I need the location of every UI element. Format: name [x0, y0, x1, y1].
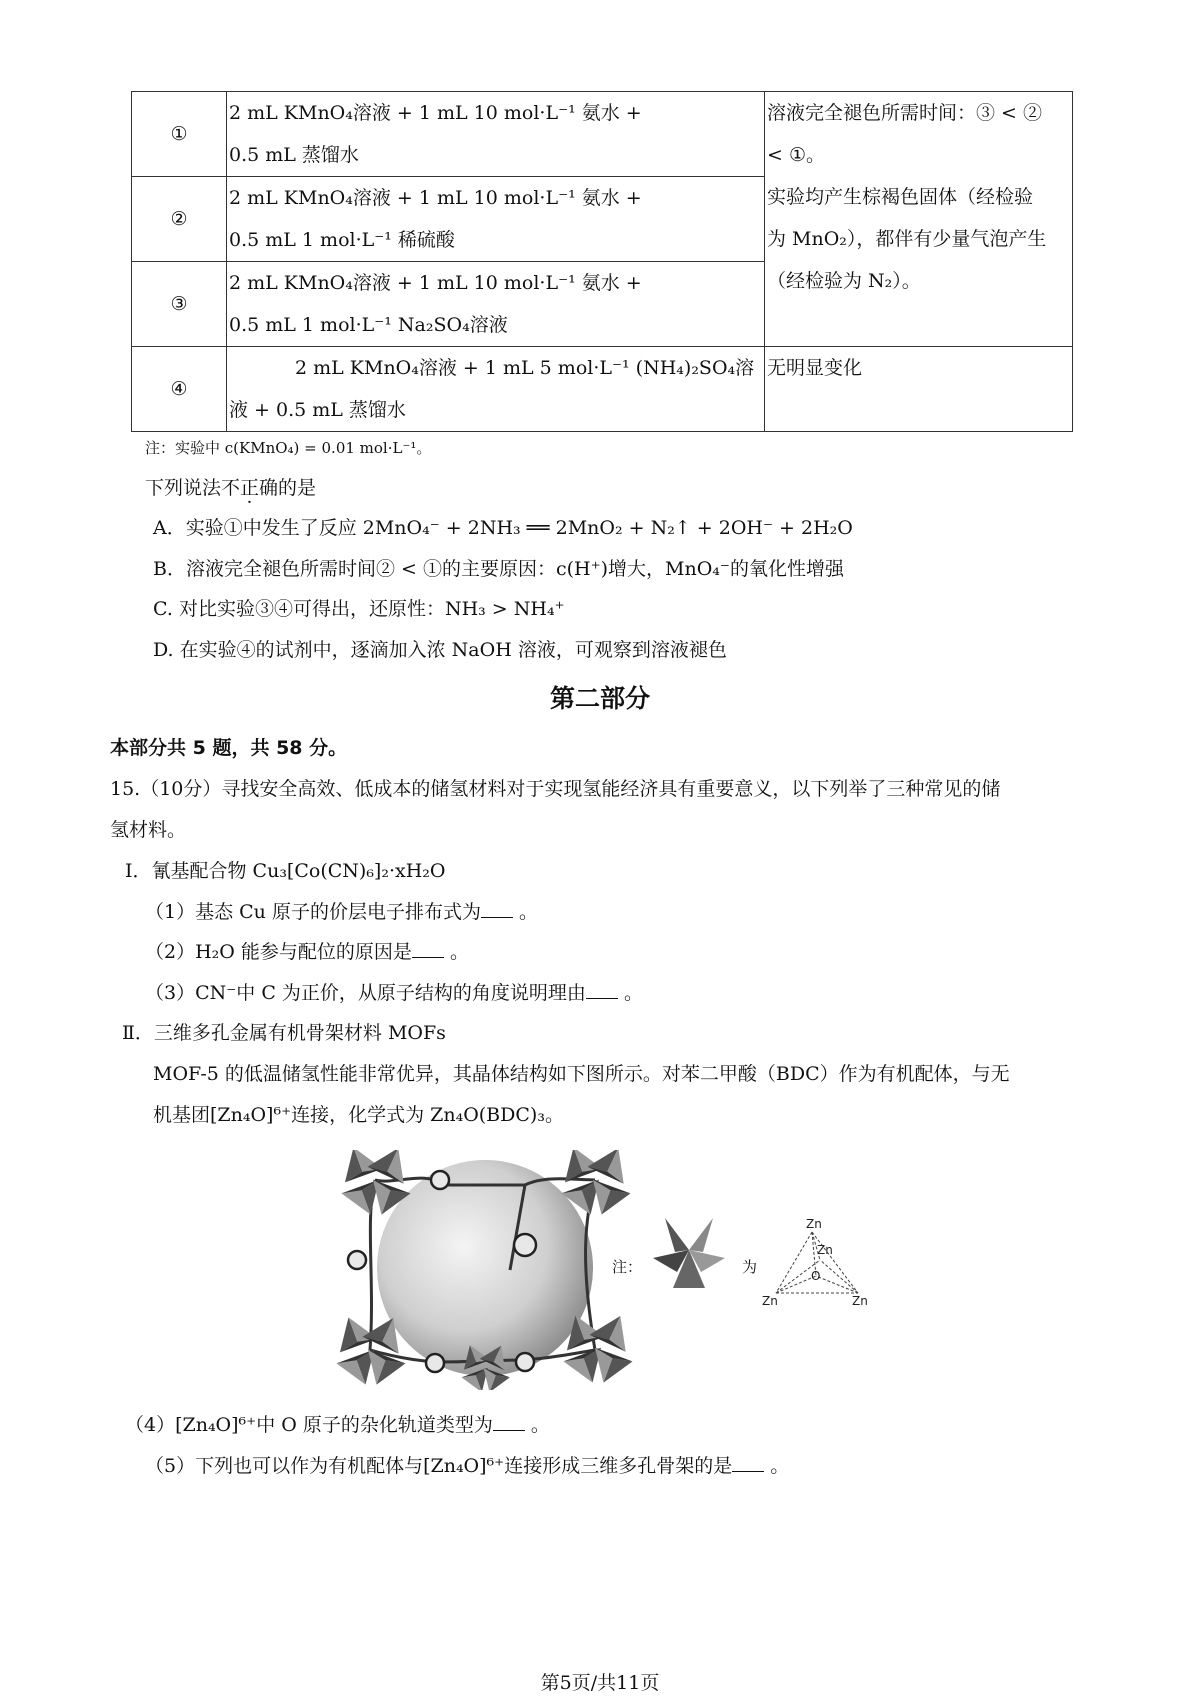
- question-5: [145, 1451, 789, 1478]
- question-text: 。: [530, 1414, 550, 1436]
- stem-text: 的是: [278, 477, 317, 499]
- zn-atom-label: Zn: [817, 1243, 833, 1257]
- result-line: 无明显变化: [767, 357, 863, 379]
- stem-text: 下列说法: [145, 477, 222, 499]
- figure-as-label: 为: [742, 1258, 758, 1276]
- question-3: [145, 978, 643, 1005]
- mof5-structure-figure: [335, 1150, 635, 1390]
- mof-text-cont: 机基团[Zn₄O]⁶⁺连接，化学式为 Zn₄O(BDC)₃。: [153, 1104, 564, 1126]
- option-d: D. 在实验④的试剂中，逐滴加入浓 NaOH 溶液，可观察到溶液褪色: [153, 639, 727, 661]
- result-line: （经检验为 N₂）。: [767, 270, 921, 292]
- result-line: 为 MnO₂），都伴有少量气泡产生: [767, 228, 1047, 250]
- zn4o-tetrahedron-diagram: [760, 1218, 880, 1308]
- question-text: （4）[Zn₄O]⁶⁺中 O 原子的杂化轨道类型为: [125, 1414, 493, 1436]
- figure-note-label: 注：: [612, 1258, 643, 1276]
- answer-blank: [412, 941, 444, 958]
- reagent-line: 2 mL KMnO₄溶液 + 1 mL 5 mol·L⁻¹ (NH₄)₂SO₄溶: [295, 357, 755, 379]
- question-text: 。: [519, 901, 539, 923]
- mof-text: MOF-5 的低温储氢性能非常优异，其晶体结构如下图所示。对苯二甲酸（BDC）作为有机配体，与无: [153, 1063, 1010, 1085]
- answer-blank: [493, 1414, 525, 1431]
- reagent-line: 2 mL KMnO₄溶液 + 1 mL 10 mol·L⁻¹ 氨水 +: [229, 272, 642, 294]
- zn-atom-label: Zn: [852, 1294, 868, 1308]
- question-text: （3）CN⁻中 C 为正价，从原子结构的角度说明理由: [145, 982, 586, 1004]
- option-b: B．溶液完全褪色所需时间② < ①的主要原因：c(H⁺)增大，MnO₄⁻的氧化性增强: [153, 558, 844, 580]
- zn-atom-label: Zn: [806, 1218, 822, 1231]
- option-a: A．实验①中发生了反应 2MnO₄⁻ + 2NH₃ ══ 2MnO₂ + N₂↑ + 2OH⁻ + 2H₂O: [153, 517, 853, 539]
- table-note: 注：实验中 c(KMnO₄) = 0.01 mol·L⁻¹。: [145, 439, 432, 457]
- answer-blank: [586, 982, 618, 999]
- question-text: 。: [770, 1455, 790, 1477]
- row-4-number: ④: [132, 347, 227, 432]
- subsection-2-title: Ⅱ．三维多孔金属有机骨架材料 MOFs: [122, 1022, 446, 1044]
- reagent-line: 0.5 mL 1 mol·L⁻¹ 稀硫酸: [229, 229, 455, 251]
- results-cell: [765, 92, 1073, 347]
- result-line: 实验均产生棕褐色固体（经检验: [767, 186, 1034, 208]
- question-text: （5）下列也可以作为有机配体与[Zn₄O]⁶⁺连接形成三维多孔骨架的是: [145, 1455, 733, 1477]
- q15-stem: 15.（10分）寻找安全高效、低成本的储氢材料对于实现氢能经济具有重要意义，以下列举了三种常见的储: [110, 778, 1001, 800]
- question-text: 。: [623, 982, 643, 1004]
- answer-blank: [732, 1455, 764, 1472]
- question-2: [145, 937, 469, 964]
- reagent-line: 0.5 mL 1 mol·L⁻¹ Na₂SO₄溶液: [229, 314, 508, 336]
- zn-atom-label: Zn: [762, 1294, 778, 1308]
- page-footer: 第5页/共11页: [540, 1672, 660, 1694]
- row-3-reagent: [227, 262, 765, 347]
- zn4o-cluster-icon: [643, 1210, 735, 1296]
- reagent-line: 2 mL KMnO₄溶液 + 1 mL 10 mol·L⁻¹ 氨水 +: [229, 102, 642, 124]
- stem-emphasis: 不正确: [221, 477, 279, 499]
- result-line: 溶液完全褪色所需时间：③ < ②: [767, 102, 1042, 124]
- question-text: 。: [449, 941, 469, 963]
- part-intro: 本部分共 5 题，共 58 分。: [110, 737, 348, 759]
- q15-stem-cont: 氢材料。: [110, 819, 187, 841]
- row-2-number: ②: [132, 177, 227, 262]
- subsection-1-title: Ⅰ．氰基配合物 Cu₃[Co(CN)₆]₂·xH₂O: [125, 860, 446, 882]
- result-line: < ①。: [767, 144, 825, 166]
- row-2-reagent: [227, 177, 765, 262]
- reagent-line: 2 mL KMnO₄溶液 + 1 mL 10 mol·L⁻¹ 氨水 +: [229, 187, 642, 209]
- section-title: 第二部分: [549, 684, 650, 713]
- row-4-reagent: [227, 347, 765, 432]
- o-atom-label: O: [811, 1269, 821, 1283]
- question-4: [125, 1410, 550, 1437]
- reagent-line: 液 + 0.5 mL 蒸馏水: [229, 399, 406, 421]
- row-1-reagent: [227, 92, 765, 177]
- question-text: （2）H₂O 能参与配位的原因是: [145, 941, 412, 963]
- option-c: C. 对比实验③④可得出，还原性：NH₃ > NH₄⁺: [153, 598, 565, 620]
- question-1: [145, 897, 538, 924]
- reagent-line: 0.5 mL 蒸馏水: [229, 144, 359, 166]
- row-4-result: [765, 347, 1073, 432]
- experiment-table: [131, 91, 1073, 432]
- row-3-number: ③: [132, 262, 227, 347]
- answer-blank: [481, 901, 513, 918]
- row-1-number: ①: [132, 92, 227, 177]
- question-text: （1）基态 Cu 原子的价层电子排布式为: [145, 901, 481, 923]
- question-stem: [145, 473, 316, 500]
